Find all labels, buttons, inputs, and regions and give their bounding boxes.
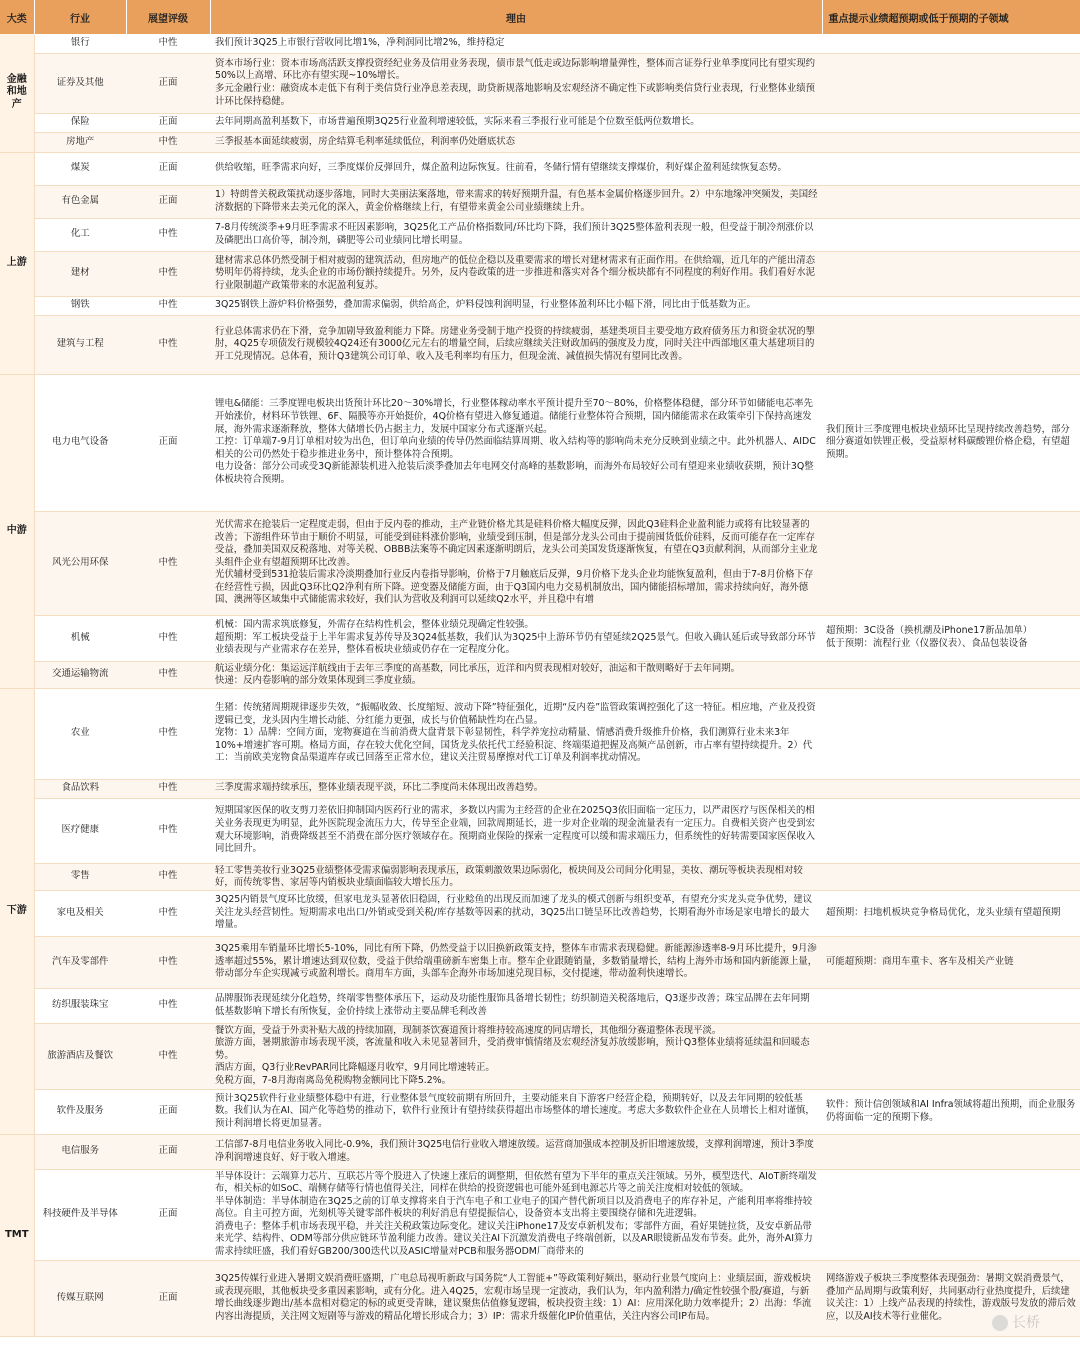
industry-cell-text: 保险 (70, 116, 90, 128)
rating-cell-text: 中性 (158, 782, 178, 794)
rating-cell (126, 132, 210, 152)
rating-cell-text: 中性 (158, 556, 178, 568)
reason-cell (210, 251, 822, 296)
industry-cell-text: 旅游酒店及餐饮 (47, 1049, 114, 1061)
subsector-cell-text: 网络游戏子板块三季度整体表现强劲：暑期文娱消费景气，叠加产品周期与政策利好，共同驱动行业热度提升，后续建议关注：1）上线产品表现的持续性，游戏版号发放的滞后效应，以及AI技术等行业催化。 (826, 1272, 1076, 1322)
rating-cell-text: 中性 (158, 1049, 178, 1061)
rating-cell (126, 185, 210, 218)
industry-cell (34, 218, 126, 251)
rating-cell-text: 中性 (158, 870, 178, 882)
header-reason: 理由 (210, 0, 822, 34)
table-row (0, 132, 1080, 152)
subsector-cell (822, 251, 1080, 296)
subsector-cell (822, 218, 1080, 251)
rating-cell-text: 中性 (158, 267, 178, 279)
table-row (0, 890, 1080, 936)
watermark-logo-icon (992, 1315, 1008, 1331)
table-row (0, 315, 1080, 374)
rating-cell-text: 中性 (158, 955, 178, 967)
industry-cell-text: 交通运输物流 (52, 668, 109, 680)
industry-cell (34, 1260, 126, 1336)
industry-cell-text: 家电及相关 (56, 906, 104, 918)
subsector-cell (822, 315, 1080, 374)
rating-cell (126, 53, 210, 113)
category-cell: 上游 (0, 152, 34, 374)
subsector-cell (822, 53, 1080, 113)
table-row (0, 296, 1080, 315)
industry-cell-text: 科技硬件及半导体 (42, 1208, 118, 1220)
subsector-cell (822, 936, 1080, 988)
table-row (0, 1023, 1080, 1089)
subsector-cell (822, 1169, 1080, 1260)
industry-cell-text: 零售 (70, 870, 90, 882)
rating-cell (126, 661, 210, 688)
industry-cell-text: 机械 (70, 631, 90, 643)
subsector-cell (822, 615, 1080, 661)
industry-cell (34, 936, 126, 988)
subsector-cell (822, 1134, 1080, 1169)
reason-cell-text: 三季度需求端持续承压，整体业绩表现平淡，环比二季度尚未体现出改善趋势。 (215, 782, 544, 794)
industry-cell (34, 863, 126, 890)
industry-cell-text: 农业 (70, 727, 90, 739)
reason-cell-text: 预计3Q25软件行业业绩整体稳中有进，行业整体景气度较前期有所回升，主要动能来自下游客户经营企稳，预期转好，以及去年同期的较低基数。我们认为在AI、国产化等趋势的推动下，软件行业预计有望持续获得超出市场整体的增长速度。考虑大多数软件企业在人员增长上相对谨慎，预计利润增长将更加显著。 (215, 1092, 815, 1129)
rating-cell (126, 779, 210, 798)
subsector-cell (822, 296, 1080, 315)
industry-cell (34, 113, 126, 132)
reason-cell-text: 餐饮方面，受益于外卖补贴大战的持续加剧，现制茶饮赛道预计将维持较高速度的同店增长，其他细分赛道整体表现平淡。 旅游方面，暑期旅游市场表现平淡，客流量和收入未见显著回升，受消费审慎情绪及宏观经济复苏放缓影响，预计Q3整体业绩将延续温和回暖态势。 酒店方面，Q3行业RevPAR同比降幅逐月收窄，9月同比增速转正。 免税方面，7-8月海南离岛免税购物金额同比下降5.2%。 (215, 1024, 810, 1086)
rating-cell (126, 113, 210, 132)
reason-cell (210, 1169, 822, 1260)
subsector-cell (822, 798, 1080, 863)
industry-cell-text: 电力电气设备 (52, 436, 109, 448)
reason-cell (210, 374, 822, 511)
industry-cell (34, 185, 126, 218)
reason-cell (210, 1134, 822, 1169)
reason-cell-text: 3Q25传媒行业进入暑期文娱消费旺盛期，广电总局视听新政与国务院“人工智能+”等政策利好频出，驱动行业景气度向上：业绩层面，游戏板块或表现亮眼，其他板块受多重因素影响，或有分化。进入4Q25，宏观市场呈现一定波动，我们认为，年内盈利潜力/确定性较强个股/赛道，与新增长曲线逐步跑出/基本盘相对稳定的标的或更受青睐，建议聚焦估值修复逻辑，板块投资主线：1）AI：应用深化助力效率提升；2）出海：华流内容出海提质，关注网文短剧等与游戏的精品化增长形成合力；3）IP：需求升级催化IP价值重估，关注内容公司IP布局。 (215, 1272, 812, 1322)
rating-cell-text: 正面 (158, 195, 178, 207)
industry-cell-text: 房地产 (66, 135, 95, 147)
reason-cell (210, 661, 822, 688)
rating-cell (126, 863, 210, 890)
rating-cell (126, 890, 210, 936)
rating-cell (126, 1134, 210, 1169)
reason-cell-text: 三季报基本面延续疲弱，房企结算毛利率延续低位，利润率仍处磨底状态 (215, 135, 516, 147)
rating-cell-text: 正面 (158, 1291, 178, 1303)
table-row (0, 113, 1080, 132)
subsector-cell (822, 661, 1080, 688)
reason-cell (210, 315, 822, 374)
reason-cell-text: 3Q25内销景气度环比放缓，但家电龙头显著依旧稳固，行业鲶鱼的出现反而加速了龙头的模式创新与组织变革，有望充分实龙头竞争优势，建议关注龙头经营韧性。短期需求电出口/外销或受到关税/库存基数等因素的扰动，3Q25出口链呈环比改善趋势，长期看海外市场是家电增长的最大增量。 (215, 894, 813, 931)
reason-cell-text: 短期国家医保的收支剪刀差依旧抑制国内医药行业的需求，多数以内需为主经营的企业在2025Q3依旧面临一定压力，以严肃医疗与医保相关的相关业务表现更为明显，此外医院现金流压力大，传导至企业端，回款周期延长，进一步对企业端的现金流量表有一定压力。自费相关资产也受到宏观大环境影响，消费降级甚至不消费在部分医疗领域存在。预期商业保险的探索一定程度可以缓和需求端压力，但系统性的好转需要国家医保收入同比回升。 (215, 805, 816, 855)
table-row (0, 511, 1080, 615)
reason-cell-text: 品牌服饰表现延续分化趋势，终端零售整体承压下，运动及功能性服饰具备增长韧性；纺织制造关税落地后，Q3逐步改善；珠宝品牌在去年同期低基数影响下增长有所恢复，金价持续上涨带动主要品牌毛利改善 (215, 992, 810, 1017)
industry-cell (34, 615, 126, 661)
industry-cell (34, 1169, 126, 1260)
table-row (0, 1260, 1080, 1336)
table-row (0, 1089, 1080, 1134)
industry-cell-text: 建材 (70, 267, 90, 279)
rating-cell (126, 251, 210, 296)
reason-cell (210, 218, 822, 251)
rating-cell-text: 正面 (158, 1145, 178, 1157)
reason-cell (210, 890, 822, 936)
industry-cell-text: 纺织服装珠宝 (52, 999, 109, 1011)
reason-cell-text: 工信部7-8月电信业务收入同比-0.9%，我们预计3Q25电信行业收入增速放缓。运营商加强成本控制及折旧增速放缓，支撑利润增速，预计3季度净利润增速良好、好于收入增速。 (215, 1138, 814, 1163)
subsector-cell (822, 988, 1080, 1023)
industry-cell-text: 钢铁 (70, 299, 90, 311)
industry-cell (34, 511, 126, 615)
reason-cell-text: 3Q25乘用车销量环比增长5-10%，同比有所下降，仍然受益于以旧换新政策支持，整体车市需求表现稳健。新能源渗透率8-9月环比提升，9月渗透率超过55%，累计增速达到双位数，受益于供给端重磅新车密集上市。整车企业跟随销量，多数销量增长，结构上海外市场和国内新能源上量，带动部分车企实现减亏或盈利增长。商用车方面，头部车企海外市场加速兑现目标，交付提速，带动盈利快速增长。 (215, 943, 818, 980)
reason-cell (210, 779, 822, 798)
rating-cell-text: 正面 (158, 162, 178, 174)
rating-cell-text: 中性 (158, 631, 178, 643)
reason-cell-text: 3Q25钢铁上游炉料价格强势，叠加需求偏弱，供给高企，炉料侵蚀利润明显，行业整体盈利环比小幅下滑，同比由于低基数为正。 (215, 299, 756, 311)
subsector-cell-text: 我们预计三季度锂电板块业绩环比呈现持续改善趋势，部分细分赛道如铁锂正极，受益原材料碳酸锂价格企稳，有望超预期。 (826, 423, 1070, 460)
rating-cell-text: 中性 (158, 824, 178, 836)
reason-cell-text: 供给收缩，旺季需求向好，三季度煤价反弹回升，煤企盈利边际恢复。往前看，冬储行情有望继续支撑煤价，利好煤企盈利延续恢复态势。 (215, 162, 787, 174)
subsector-cell (822, 374, 1080, 511)
subsector-cell-text: 软件：预计信创领域和AI Infra领域将超出预期，而企业服务仍将面临一定的预期下修。 (826, 1098, 1076, 1123)
industry-cell-text: 有色金属 (61, 195, 99, 207)
table-row (0, 798, 1080, 863)
table-row (0, 615, 1080, 661)
industry-cell (34, 53, 126, 113)
rating-cell-text: 中性 (158, 668, 178, 680)
subsector-cell (822, 1023, 1080, 1089)
subsector-cell-text: 超预期：扫地机板块竞争格局优化，龙头业绩有望超预期 (826, 906, 1061, 918)
reason-cell (210, 688, 822, 779)
industry-cell (34, 1089, 126, 1134)
header-category: 大类 (0, 0, 34, 34)
industry-cell (34, 251, 126, 296)
reason-cell (210, 936, 822, 988)
industry-cell (34, 374, 126, 511)
header-subsector: 重点提示业绩超预期或低于预期的子领域 (822, 0, 1080, 34)
subsector-cell (822, 1089, 1080, 1134)
reason-cell-text: 轻工零售美妆行业3Q25业绩整体受需求偏弱影响表现承压，政策刺激效果边际弱化，板块间及公司间分化明显，美妆、潮玩等板块表现相对较好，而传统零售、家居等内销板块业绩面临较大增长压力。 (215, 864, 803, 889)
subsector-cell (822, 132, 1080, 152)
industry-cell (34, 779, 126, 798)
rating-cell (126, 615, 210, 661)
rating-cell (126, 374, 210, 511)
subsector-cell (822, 185, 1080, 218)
reason-cell-text: 我们预计3Q25上市银行营收同比增1%，净利润同比增2%，维持稳定 (215, 36, 505, 48)
industry-cell (34, 1023, 126, 1089)
table-row (0, 688, 1080, 779)
rating-cell-text: 正面 (158, 1208, 178, 1220)
header-industry: 行业 (34, 0, 126, 34)
reason-cell (210, 53, 822, 113)
industry-cell-text: 传媒互联网 (56, 1291, 104, 1303)
industry-cell (34, 988, 126, 1023)
reason-cell (210, 132, 822, 152)
reason-cell (210, 798, 822, 863)
rating-cell-text: 中性 (158, 906, 178, 918)
reason-cell-text: 资本市场行业：资本市场高活跃支撑投资经纪业务及信用业务表现，债市景气低走或边际影响增量弹性，整体而言证券行业单季度同比有望实现约50%以上高增、环比亦有望实现~10%增长。 多元金融行业：融资成本走低下有利于类信贷行业净息差表现，助贷新规落地影响及宏观经济不确定性下或影响类信贷行业表现，行业整体业绩预计环比保持稳健。 (215, 57, 816, 107)
table-row (0, 988, 1080, 1023)
table-row (0, 34, 1080, 53)
industry-cell-text: 软件及服务 (56, 1105, 104, 1117)
reason-cell (210, 34, 822, 53)
rating-cell-text: 中性 (158, 135, 178, 147)
reason-cell-text: 建材需求总体仍然受制于相对疲弱的建筑活动，但房地产的低位企稳以及重要需求的增长对建材需求有正面作用。在供给端，近几年的产能出清态势明年仍将持续，龙头企业的市场份额持续提升。另外，反内卷政策的进一步推进和落实对各个细分板块都有不同程度的利好作用。我们看好水泥行业限制超产政策带来的水泥盈利复苏。 (215, 254, 816, 291)
table-row (0, 152, 1080, 185)
rating-cell (126, 1089, 210, 1134)
rating-cell (126, 798, 210, 863)
rating-cell-text: 中性 (158, 36, 178, 48)
industry-cell (34, 688, 126, 779)
subsector-cell (822, 688, 1080, 779)
reason-cell-text: 光伏需求在抢装后一定程度走弱，但由于反内卷的推动，主产业链价格尤其是硅料价格大幅度反弹，因此Q3硅料企业盈利能力或将有比较显著的改善；下游组件环节由于顺价不明显，可能受到硅料涨价影响，业绩受到压制，但是部分龙头公司由于提前囤货低价硅料，反而可能存在一定库存受益，叠加美国双反税落地、对等关税、OBBB法案等不确定因素逐渐明朗后，龙头公司美国发货逐渐恢复，有望在Q3贡献利润，从而部分主业龙头组件企业有望超预期环比改善。 光伏辅材受到531抢装后需求冷淡期叠加行业反内卷指导影响，价格于7月触底后反弹，9月价格下龙头企业均能恢复盈利，但由于7-8月价格下存在经营性亏损，因此Q3环比Q2净利有所下降。逆变器及储能方面，由于Q3国内电力交易机制放出，国内储能招标增加，需求持续向好，海外德国、澳洲等区域集中式储能需求较好，我们认为营收及利润可以延续Q2水平，并且稳中有增 (215, 518, 818, 606)
subsector-cell (822, 113, 1080, 132)
industry-cell (34, 152, 126, 185)
industry-cell (34, 1134, 126, 1169)
subsector-cell-text: 超预期：3C设备（换机潮及iPhone17新品加单） 低于预期：流程行业（仪器仪表）、食品包装设备 (826, 625, 1033, 649)
subsector-cell (822, 890, 1080, 936)
subsector-cell (822, 1260, 1080, 1336)
rating-cell-text: 中性 (158, 338, 178, 350)
reason-cell-text: 7-8月传统淡季+9月旺季需求不旺因素影响，3Q25化工产品价格指数同/环比均下降，我们预计3Q25整体盈利表现一般，但受益于制冷剂涨价以及磷肥出口高价等，制冷剂，磷肥等公司业绩同比增长明显。 (215, 221, 814, 246)
rating-cell (126, 936, 210, 988)
rating-cell-text: 正面 (158, 1105, 178, 1117)
rating-cell-text: 正面 (158, 76, 178, 88)
industry-cell (34, 34, 126, 53)
rating-cell (126, 152, 210, 185)
industry-cell (34, 296, 126, 315)
industry-cell-text: 食品饮料 (61, 782, 99, 794)
industry-cell-text: 煤炭 (70, 162, 90, 174)
subsector-cell (822, 152, 1080, 185)
rating-cell (126, 1260, 210, 1336)
industry-cell-text: 风光公用环保 (52, 556, 109, 568)
rating-cell-text: 中性 (158, 299, 178, 311)
table-row (0, 218, 1080, 251)
subsector-cell (822, 511, 1080, 615)
table-row (0, 779, 1080, 798)
rating-cell-text: 中性 (158, 999, 178, 1011)
reason-cell-text: 航运业绩分化：集运远洋航线由于去年三季度的高基数，同比承压，近洋和内贸表现相对较好，油运和干散则略好于去年同期。 快递：反内卷影响的部分效果体现到三季度业绩。 (215, 662, 741, 687)
reason-cell (210, 615, 822, 661)
industry-cell-text: 建筑与工程 (56, 338, 104, 350)
industry-cell (34, 890, 126, 936)
reason-cell-text: 锂电&储能：三季度锂电板块出货预计环比20～30%增长，行业整体稼动率水平预计提升至70～80%，价格整体稳健，部分环节如储能电芯率先开始涨价，材料环节铁锂、6F、隔膜等亦开始挺价，4Q价格有望进入修复通道。储能行业整体符合预期，国内储能需求在政策牵引下保持高速发展，海外需求逐渐释放，整体大储增长仍占据主力，发展中国家分布式逐渐兴起。 工控：订单端7-9月订单相对较为出色，但订单向业绩的传导仍然面临结算周期、收入结构等的影响尚未充分反映到业绩之中。此外机器人、AIDC相关的公司仍然处于稳步推进业务中，预计整体符合预期。 电力设备：部分公司或受3Q新能源装机进入抢装后淡季叠加去年电网交付高峰的基数影响，而海外布局较好公司有望迎来业绩收获期，预计3Q整体板块符合预期。 (215, 398, 816, 485)
industry-cell-text: 银行 (70, 36, 90, 48)
table-row (0, 661, 1080, 688)
rating-cell (126, 315, 210, 374)
industry-cell-text: 电信服务 (61, 1145, 99, 1157)
industry-cell (34, 132, 126, 152)
reason-cell (210, 511, 822, 615)
subsector-cell (822, 779, 1080, 798)
reason-cell-text: 1）特朗普关税政策扰动逐步落地，同时大美丽法案落地，带来需求的转好预期升温，有色基本金属价格逐步回升。2）中东地缘冲突频发，美国经济数据的下降带来去美元化的深入，黄金价格继续上行，有望带来黄金公司业绩继续上升。 (215, 188, 818, 213)
industry-cell (34, 661, 126, 688)
table-row (0, 936, 1080, 988)
watermark-text: 长桥 (1012, 1315, 1040, 1331)
reason-cell (210, 296, 822, 315)
rating-cell (126, 296, 210, 315)
rating-cell (126, 1023, 210, 1089)
reason-cell-text: 去年同期高盈利基数下，市场普遍预期3Q25行业盈利增速较低，实际来看三季报行业可能是个位数至低两位数增长。 (215, 116, 700, 128)
reason-cell-text: 行业总体需求仍在下滑，竞争加剧导致盈利能力下降。房建业务受制于地产投资的持续疲弱，基建类项目主要受地方政府债务压力和资金状况的掣肘，4Q25专项债发行规模较4Q24还有3000亿元左右的增量空间，后续应继续关注财政加码的强度及力度，同时关注中西部地区重大基建项目的开工兑现情况。总体看，预计Q3建筑公司订单、收入及毛利率均有压力，但现金流、减值损失情况有望同比改善。 (215, 325, 816, 362)
table-row (0, 1169, 1080, 1260)
reason-cell (210, 1260, 822, 1336)
rating-cell (126, 1169, 210, 1260)
rating-cell (126, 688, 210, 779)
reason-cell-text: 机械：国内需求筑底修复，外需存在结构性机会，整体业绩兑现确定性较强。 超预期：军工板块受益于上半年需求复苏传导及3Q24低基数，我们认为3Q25中上游环节仍有望延续2Q25景气。但收入确认延后或导致部分环节业绩表现与产业需求存在差异，整体看板块业绩或仍存在一定程度分化。 (215, 619, 816, 656)
reason-cell (210, 1089, 822, 1134)
industry-cell-text: 医疗健康 (61, 824, 99, 836)
table-row (0, 863, 1080, 890)
rating-cell (126, 34, 210, 53)
category-cell: 中游 (0, 374, 34, 688)
industry-cell (34, 315, 126, 374)
subsector-cell (822, 34, 1080, 53)
table-row (0, 1134, 1080, 1169)
watermark (992, 1312, 1040, 1332)
reason-cell (210, 185, 822, 218)
category-cell: 金融和地产 (0, 34, 34, 152)
rating-cell (126, 218, 210, 251)
industry-cell (34, 798, 126, 863)
category-cell: 下游 (0, 688, 34, 1134)
rating-cell-text: 正面 (158, 116, 178, 128)
industry-cell-text: 化工 (70, 228, 90, 240)
header-rating: 展望评级 (126, 0, 210, 34)
rating-cell (126, 988, 210, 1023)
subsector-cell-text: 可能超预期：商用车重卡、客车及相关产业链 (826, 955, 1014, 967)
header-row (0, 0, 1080, 34)
reason-cell (210, 152, 822, 185)
industry-cell-text: 汽车及零部件 (52, 955, 109, 967)
rating-cell-text: 正面 (158, 436, 178, 448)
reason-cell (210, 113, 822, 132)
reason-cell (210, 988, 822, 1023)
category-cell: TMT (0, 1134, 34, 1336)
rating-cell-text: 中性 (158, 727, 178, 739)
table-row (0, 185, 1080, 218)
rating-cell-text: 中性 (158, 228, 178, 240)
reason-cell (210, 863, 822, 890)
reason-cell (210, 1023, 822, 1089)
reason-cell-text: 半导体设计：云端算力芯片、互联芯片等个股进入了快速上涨后的调整期，但依然有望为下半年的重点关注领域。另外，模型迭代、AIoT新终端发布，相关标的如SoC、端侧存储等行情也值得关注，同样在供给的投资逻辑也可能外延到电源芯片等之前关注度相对较低的领域。 半导体制造：半导体制造在3Q25之前的订单支撑将来自于汽车电子和工业电子的国产替代新项目以及消费电子的库存补足，产能利用率将维持较高位。自主可控方面，光刻机等关键零部件板块的利好消息有望提振信心，设备资本支出将主要围绕存储和先进逻辑。 消费电子：整体手机市场表现平稳，并关注关税政策边际变化。建议关注iPhone17及安卓新机发布；零部件方面，看好果链拉货，及安卓新品带来光学、结构件、ODM等部分供应链环节盈利能力改善。建议关注AI下沉激发消费电子终端创新，以及AR眼镜新品发布节奏。此外，海外AI算力需求持续旺盛，我们看好GB200/300迭代以及ASIC增量对PCB和服务器ODM厂商带来的 (215, 1170, 817, 1258)
subsector-cell (822, 863, 1080, 890)
industry-cell-text: 证券及其他 (56, 76, 104, 88)
rating-cell (126, 511, 210, 615)
table-row (0, 374, 1080, 511)
table-row (0, 53, 1080, 113)
reason-cell-text: 生猪：传统猪周期规律逐步失效，“振幅收敛、长度缩短、波动下降”特征强化，近期“反内卷”监管政策调控强化了这一特征。相应地，产业及投资逻辑已变，龙头因内生增长动能、分红能力更强，成长与价值稀缺性均在凸显。 宠物：1）品牌：空间方面，宠物赛道在当前消费大盘背景下彰显韧性，科学养宠拉动精量、情感消费升级推升价格，我们测算行业未来3年10%+增速扩容可期。格局方面，存在较大优化空间，国货龙头依托代工经验积淀、终端渠道把握及高频产品创新，市占率有望持续提升。2）代工：当前欧美宠物食品渠道库存或已回落至正常水位，建议关注贸易摩擦对代工订单及利润率扰动情况。 (215, 702, 816, 764)
table-row (0, 251, 1080, 296)
